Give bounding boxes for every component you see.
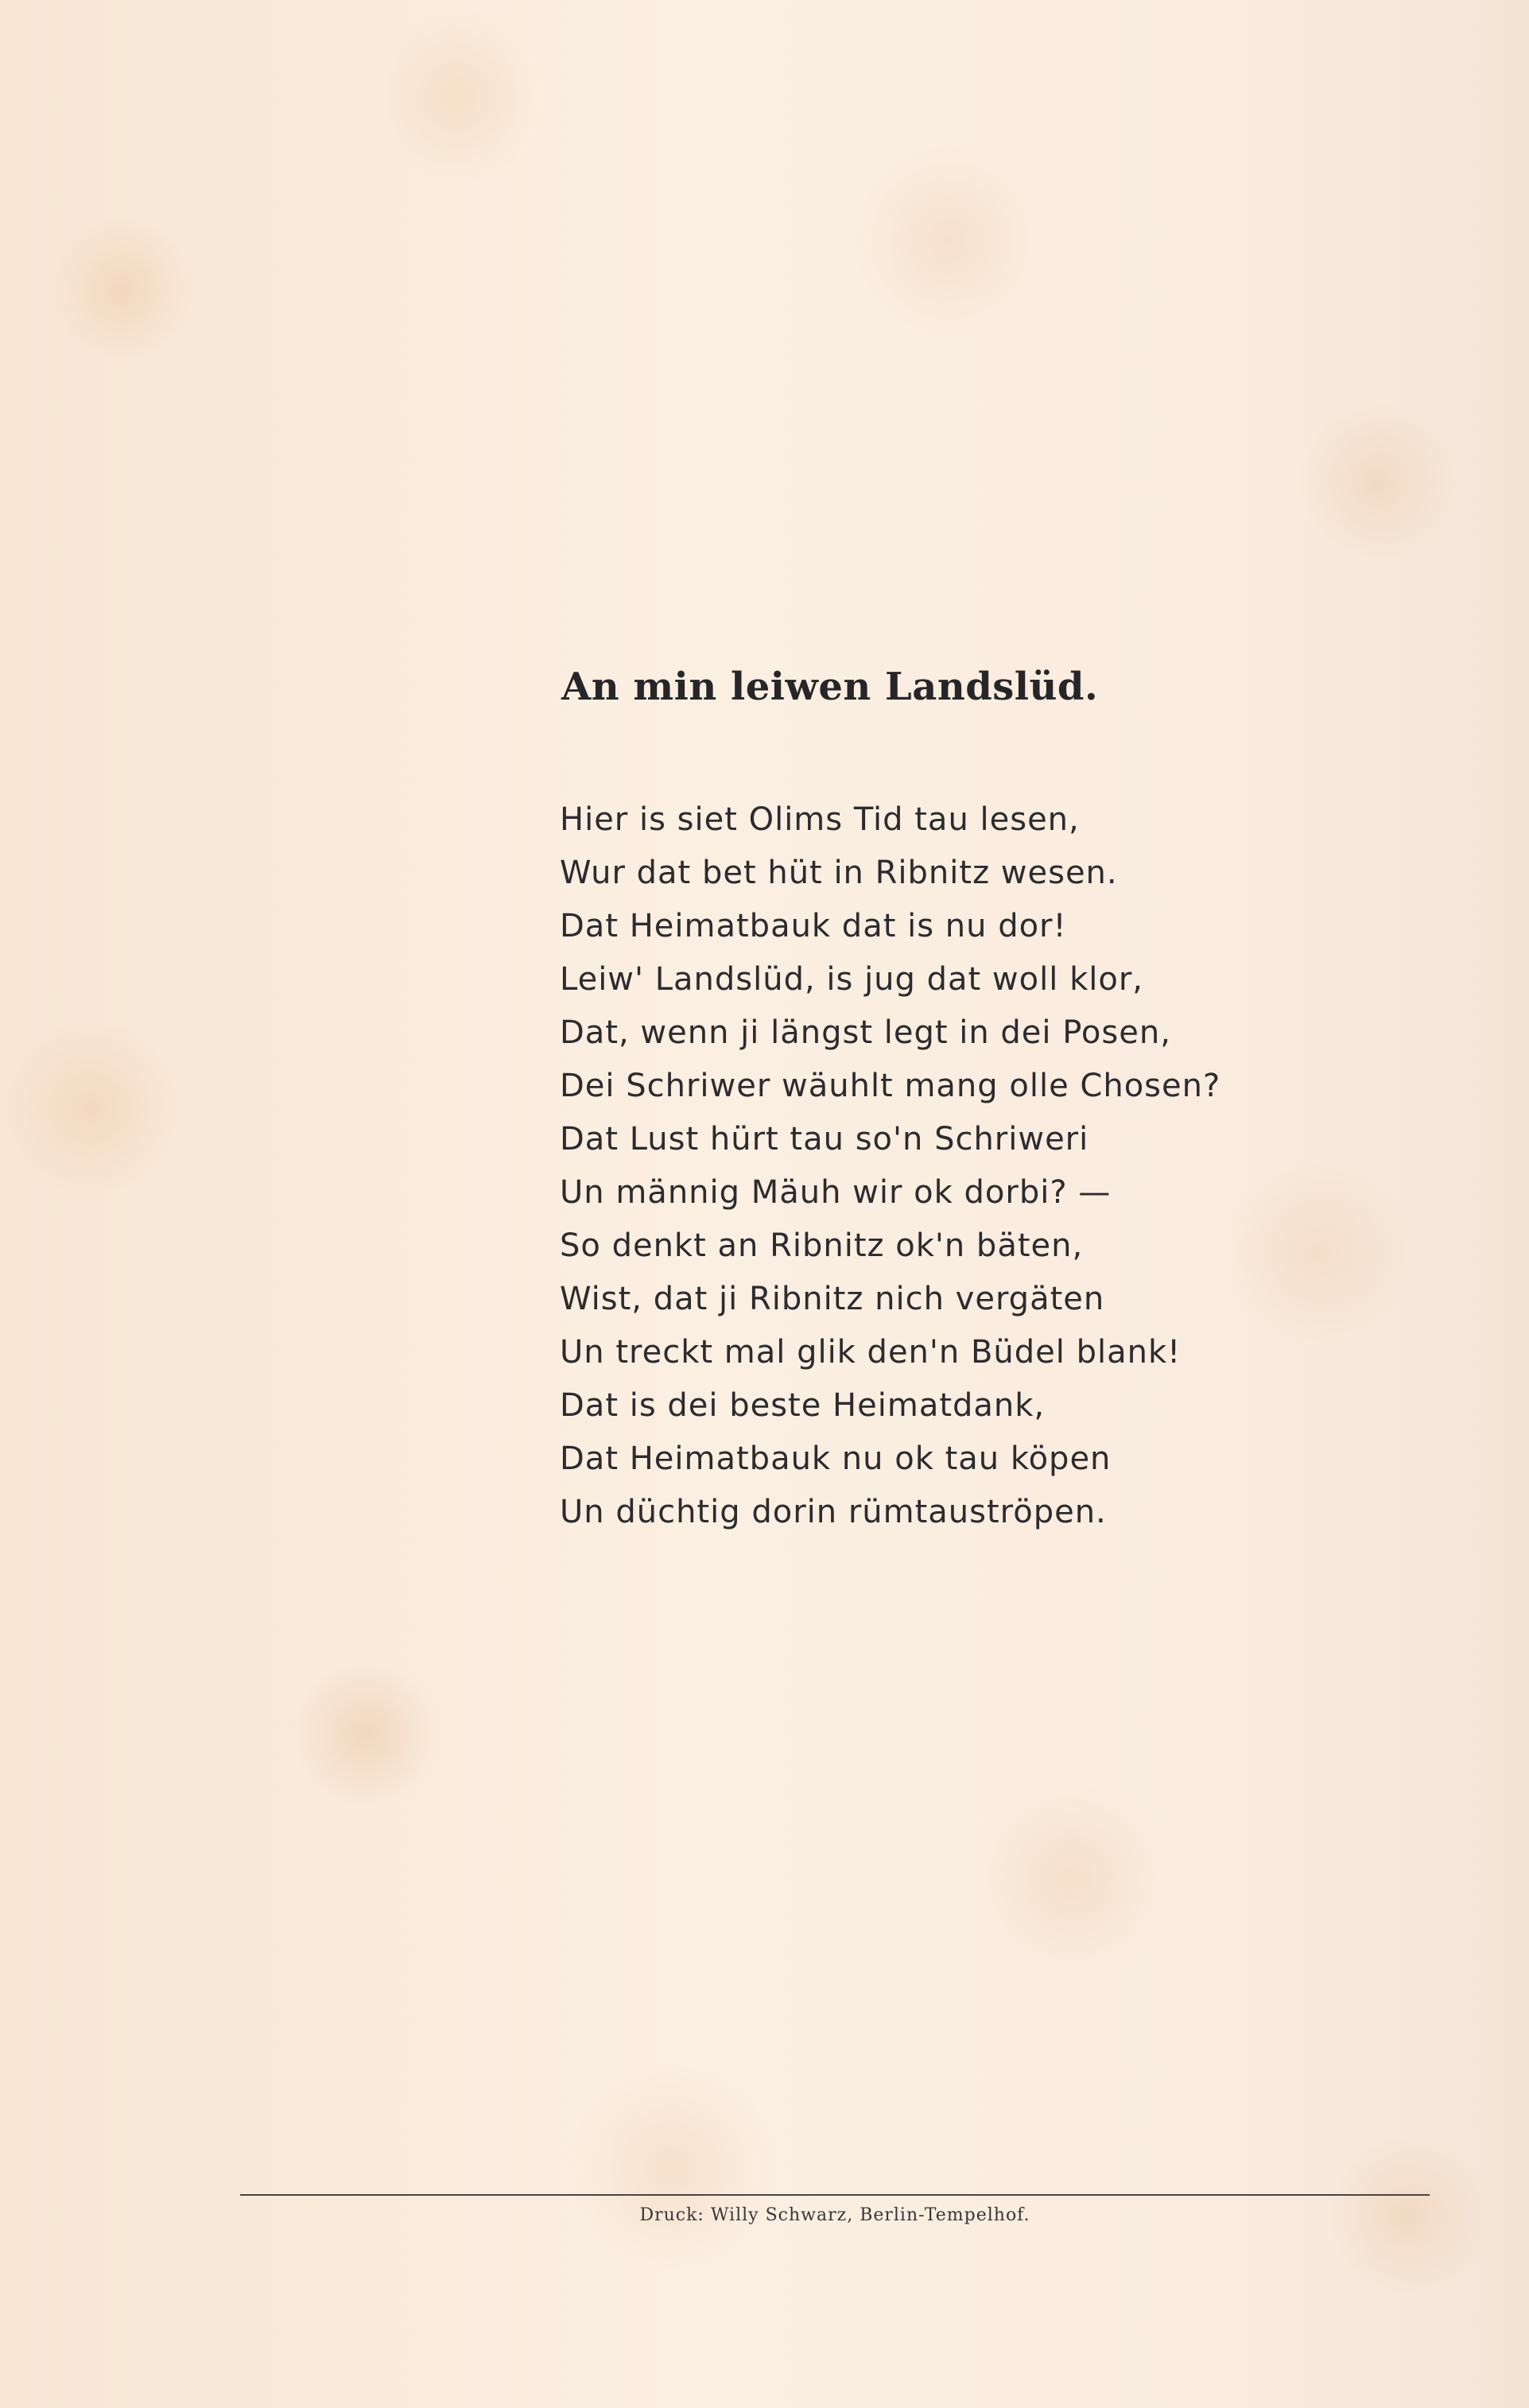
- poem-title: An min leiwen Landslüd.: [561, 665, 1099, 709]
- poem-line: Dei Schriwer wäuhlt mang olle Chosen?: [560, 1068, 1221, 1104]
- poem-line: Dat, wenn ji längst legt in dei Posen,: [560, 1014, 1171, 1051]
- poem-line: Dat Lust hürt tau so'n Schriweri: [560, 1121, 1089, 1157]
- poem-line: So denkt an Ribnitz ok'n bäten,: [560, 1227, 1084, 1264]
- poem-line: Leiw' Landslüd, is jug dat woll klor,: [560, 961, 1143, 998]
- poem-line: Dat is dei beste Heimatdank,: [560, 1387, 1046, 1424]
- poem-line: Dat Heimatbauk dat is nu dor!: [560, 908, 1067, 944]
- poem-line: Wist, dat ji Ribnitz nich vergäten: [560, 1281, 1105, 1317]
- poem-line: Un treckt mal glik den'n Büdel blank!: [560, 1334, 1182, 1371]
- poem-stanza: [560, 793, 1259, 1539]
- poem-line: Un düchtig dorin rümtauströpen.: [560, 1494, 1107, 1530]
- poem-line: Un männig Mäuh wir ok dorbi? —: [560, 1174, 1112, 1211]
- poem-line: Dat Heimatbauk nu ok tau köpen: [560, 1441, 1112, 1477]
- poem-line: Wur dat bet hüt in Ribnitz wesen.: [560, 855, 1118, 891]
- footer-divider: [240, 2194, 1430, 2196]
- poem-line: Hier is siet Olims Tid tau lesen,: [560, 801, 1080, 838]
- printer-imprint: Druck: Willy Schwarz, Berlin-Tempelhof.: [639, 2205, 1030, 2225]
